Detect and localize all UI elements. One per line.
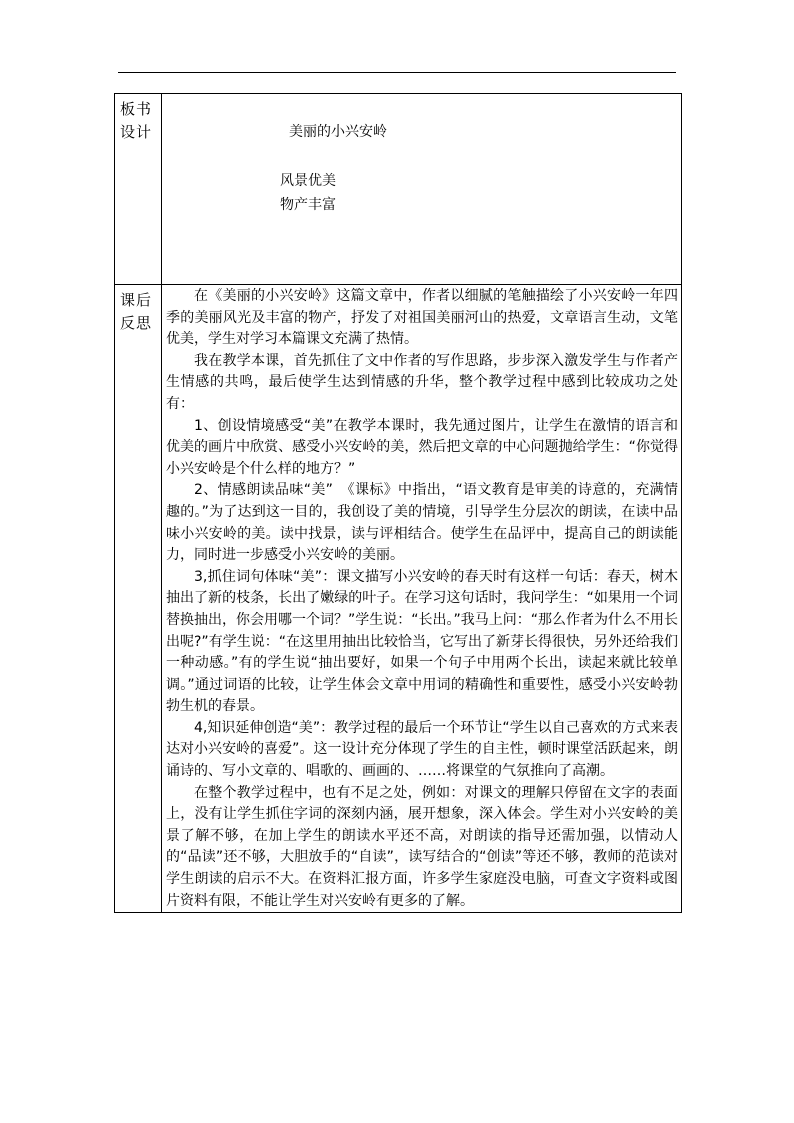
reflection-paragraph-intro: 在《美丽的小兴安岭》这篇文章中，作者以细腻的笔触描绘了小兴安岭一年四季的美丽风光及丰富的物产，抒发了对祖国美丽河山的热爱，文章语言生动，文笔优美，学生对学习本篇课文充满了热情。 — [166, 288, 678, 348]
reflection-row — [115, 285, 682, 913]
reflection-paragraph-point-1: 1、创设情境感受“美”在教学本课时，我先通过图片，让学生在激情的语言和优美的画片中欣赏、感受小兴安岭的美，然后把文章的中心问题抛给学生：“你觉得小兴安岭是个什么样的地方？” — [166, 417, 678, 477]
reflection-label-cell — [115, 285, 162, 913]
board-title: 美丽的小兴安岭 — [289, 124, 387, 140]
reflection-paragraph-shortcomings: 在整个教学过程中，也有不足之处，例如：对课文的理解只停留在文字的表面上，没有让学生抓住字词的深刻内涵，展开想象，深入体会。学生对小兴安岭的美景了解不够，在加上学生的朗读水平还不高，对朗读的指导还需加强，以情动人的“品读”还不够，大胆放手的“自读”，读写结合的“创读”等还不够，教师的范读对学生朗读的启示不大。在资料汇报方面，许多学生家庭没电脑，可查文字资料或图片资料有限，不能让学生对兴安岭有更多的了解。 — [166, 784, 678, 909]
board-design-row — [115, 94, 682, 285]
reflection-label: 课后反思 — [120, 291, 153, 332]
board-design-label: 板书设计 — [120, 100, 153, 141]
lesson-plan-table — [114, 93, 682, 913]
reflection-content — [162, 285, 681, 912]
reflection-content-cell — [162, 285, 682, 913]
board-design-content-cell — [162, 94, 682, 285]
board-point-products: 物产丰富 — [280, 197, 336, 213]
board-point-scenery: 风景优美 — [280, 173, 336, 189]
reflection-paragraph-point-4: 4,知识延伸创造“美”：教学过程的最后一个环节让“学生以自己喜欢的方式来表达对小兴安岭的喜爱”。这一设计充分体现了学生的自主性，顿时课堂活跃起来，朗诵诗的、写小文章的、唱歌的、画画的、……将课堂的气氛推向了高潮。 — [166, 719, 678, 780]
reflection-paragraph-point-2: 2、情感朗读品味“美” 《课标》中指出，“语文教育是审美的诗意的，充满情趣的。”为了达到这一目的，我创设了美的情境，引导学生分层次的朗读，在读中品味小兴安岭的美。读中找景，读与评相结合。使学生在品评中，提高自己的朗读能力，同时进一步感受小兴安岭的美丽。 — [166, 482, 678, 564]
reflection-paragraph-point-3: 3,抓住词句体味“美”：课文描写小兴安岭的春天时有这样一句话：春天，树木抽出了新的枝条，长出了嫩绿的叶子。在学习这句话时，我问学生：“如果用一个词替换抽出，你会用哪一个词？”学生说：“长出。”我马上问：“那么作者为什么不用长出呢?”有学生说：“在这里用抽出比较恰当，它写出了新芽长得很快，另外还给我们一种动感。”有的学生说“抽出要好，如果一个句子中用两个长出，读起来就比较单调。”通过词语的比较，让学生体会文章中用词的精确性和重要性，感受小兴安岭勃勃生机的春景。 — [166, 568, 679, 715]
board-design-label-cell — [115, 94, 162, 285]
reflection-paragraph-approach: 我在教学本课，首先抓住了文中作者的写作思路，步步深入激发学生与作者产生情感的共鸣，最后使学生达到情感的升华，整个教学过程中感到比较成功之处有： — [166, 352, 678, 412]
header-rule — [118, 72, 676, 73]
board-design-content — [162, 94, 681, 284]
